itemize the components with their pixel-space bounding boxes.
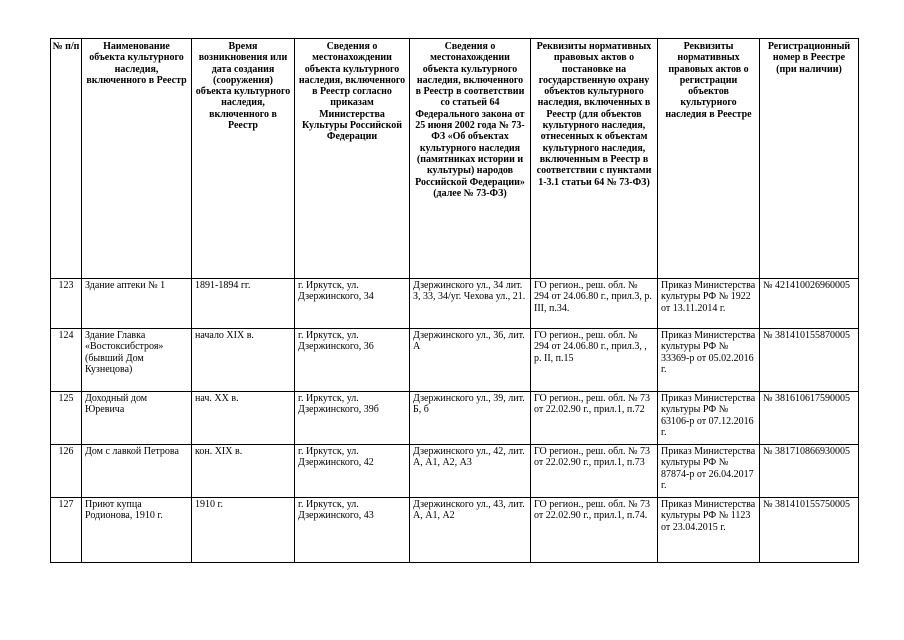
- cell-registry-number: № 381410155870005: [760, 329, 859, 392]
- cell-location-law: Дзержинского ул., 43, лит. А, А1, А2: [410, 498, 531, 563]
- cell-location-law: Дзержинского ул., 34 лит. З, 33, 34/уг. Чехова ул., 21.: [410, 279, 531, 329]
- cell-object-name: Дом с лавкой Петрова: [82, 445, 192, 498]
- table-row: [51, 392, 859, 445]
- header-location-ministry: Сведения о местонахождении объекта культурного наследия, включенного в Реестр согласно приказам Министерства Культуры Российской Федерации: [295, 39, 410, 279]
- cell-protection-acts: ГО регион., реш. обл. № 294 от 24.06.80 г., прил.3, р. III, п.34.: [531, 279, 658, 329]
- cell-number: 124: [51, 329, 82, 392]
- cell-protection-acts: ГО регион., реш. обл. № 294 от 24.06.80 г., прил.3, , р. II, п.15: [531, 329, 658, 392]
- table-row: [51, 498, 859, 563]
- cell-creation-date: 1891-1894 гг.: [192, 279, 295, 329]
- cell-registry-number: № 381710866930005: [760, 445, 859, 498]
- cell-registry-number: № 381410155750005: [760, 498, 859, 563]
- cell-registration-acts: Приказ Министерства культуры РФ № 1922 от 13.11.2014 г.: [658, 279, 760, 329]
- header-registration-acts: Реквизиты нормативных правовых актов о регистрации объектов культурного наследия в Реестре: [658, 39, 760, 279]
- cell-protection-acts: ГО регион., реш. обл. № 73 от 22.02.90 г., прил.1, п.72: [531, 392, 658, 445]
- header-object-name: Наименование объекта культурного наследия, включенного в Реестр: [82, 39, 192, 279]
- cell-protection-acts: ГО регион., реш. обл. № 73 от 22.02.90 г., прил.1, п.74.: [531, 498, 658, 563]
- cell-location-law: Дзержинского ул., 36, лит. А: [410, 329, 531, 392]
- cell-location-ministry: г. Иркутск, ул. Дзержинского, 43: [295, 498, 410, 563]
- cell-creation-date: нач. XX в.: [192, 392, 295, 445]
- cell-location-ministry: г. Иркутск, ул. Дзержинского, 39б: [295, 392, 410, 445]
- cell-number: 126: [51, 445, 82, 498]
- header-protection-acts: Реквизиты нормативных правовых актов о постановке на государственную охрану объектов культурного наследия, включенных в Реестр (для объектов культурного наследия, отнесенных к объектам культурного наследия, включенным в Реестр в соответствии с пунктами 1-3.1 статьи 64 № 73-ФЗ): [531, 39, 658, 279]
- cell-registration-acts: Приказ Министерства культуры РФ № 63106-р от 07.12.2016 г.: [658, 392, 760, 445]
- table-row: [51, 279, 859, 329]
- cell-number: 127: [51, 498, 82, 563]
- cell-number: 123: [51, 279, 82, 329]
- cell-registry-number: № 421410026960005: [760, 279, 859, 329]
- cell-registration-acts: Приказ Министерства культуры РФ № 1123 от 23.04.2015 г.: [658, 498, 760, 563]
- cell-object-name: Приют купца Родионова, 1910 г.: [82, 498, 192, 563]
- cell-number: 125: [51, 392, 82, 445]
- cell-creation-date: кон. XIX в.: [192, 445, 295, 498]
- cell-registration-acts: Приказ Министерства культуры РФ № 33369-р от 05.02.2016 г.: [658, 329, 760, 392]
- cell-location-law: Дзержинского ул., 39, лит. Б, б: [410, 392, 531, 445]
- cell-registration-acts: Приказ Министерства культуры РФ № 87874-р от 26.04.2017 г.: [658, 445, 760, 498]
- cell-creation-date: 1910 г.: [192, 498, 295, 563]
- cell-location-ministry: г. Иркутск, ул. Дзержинского, 36: [295, 329, 410, 392]
- heritage-register-table: [50, 38, 859, 563]
- table-header-row: [51, 39, 859, 279]
- header-number: № п/п: [51, 39, 82, 279]
- header-creation-date: Время возникновения или дата создания (сооружения) объекта культурного наследия, включенного в Реестр: [192, 39, 295, 279]
- cell-location-ministry: г. Иркутск, ул. Дзержинского, 42: [295, 445, 410, 498]
- cell-protection-acts: ГО регион., реш. обл. № 73 от 22.02.90 г., прил.1, п.73: [531, 445, 658, 498]
- table-row: [51, 329, 859, 392]
- cell-location-ministry: г. Иркутск, ул. Дзержинского, 34: [295, 279, 410, 329]
- cell-location-law: Дзержинского ул., 42, лит. А, А1, А2, А3: [410, 445, 531, 498]
- cell-object-name: Здание аптеки № 1: [82, 279, 192, 329]
- cell-object-name: Доходный дом Юревича: [82, 392, 192, 445]
- cell-registry-number: № 381610617590005: [760, 392, 859, 445]
- cell-creation-date: начало XIX в.: [192, 329, 295, 392]
- table-row: [51, 445, 859, 498]
- cell-object-name: Здание Главка «Востоксибстроя» (бывший Дом Кузнецова): [82, 329, 192, 392]
- header-registry-number: Регистрационный номер в Реестре (при наличии): [760, 39, 859, 279]
- header-location-law: Сведения о местонахождении объекта культурного наследия, включенного в Реестр в соответствии со статьей 64 Федерального закона от 25 июня 2002 года № 73-ФЗ «Об объектах культурного наследия (памятниках истории и культуры) народов Российской Федерации» (далее № 73-ФЗ): [410, 39, 531, 279]
